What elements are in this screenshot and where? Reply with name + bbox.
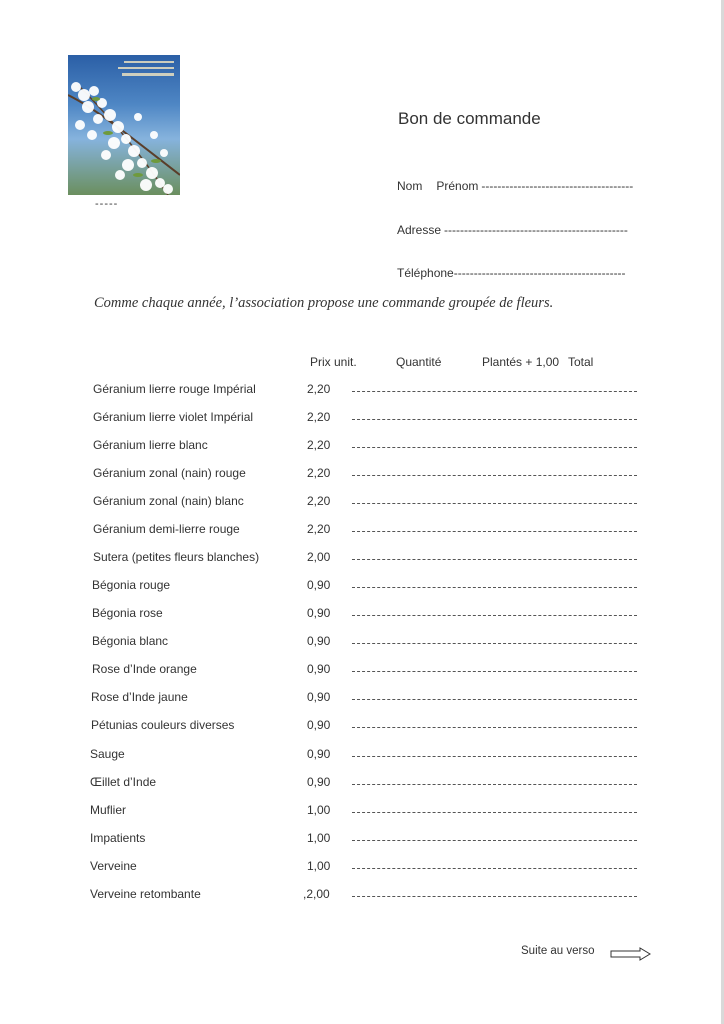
order-entry-line[interactable] bbox=[352, 391, 637, 392]
item-price: 0,90 bbox=[307, 662, 331, 676]
item-price: 2,20 bbox=[307, 382, 331, 396]
order-entry-line[interactable] bbox=[352, 587, 637, 588]
item-price: 2,00 bbox=[307, 550, 331, 564]
order-entry-line[interactable] bbox=[352, 868, 637, 869]
address-field[interactable] bbox=[397, 223, 628, 237]
item-name: Verveine retombante bbox=[90, 887, 201, 901]
prenom-label: Prénom bbox=[436, 179, 479, 193]
column-header-quantite: Quantité bbox=[396, 355, 442, 369]
item-price: 0,90 bbox=[307, 578, 331, 592]
item-price: 0,90 bbox=[307, 718, 331, 732]
table-row bbox=[0, 410, 724, 430]
table-row bbox=[0, 690, 724, 710]
table-row bbox=[0, 522, 724, 542]
item-price: 0,90 bbox=[307, 775, 331, 789]
item-name: Œillet d’Inde bbox=[90, 775, 157, 789]
name-field[interactable] bbox=[397, 179, 633, 193]
order-entry-line[interactable] bbox=[352, 784, 637, 785]
item-name: Impatients bbox=[90, 831, 146, 845]
item-price: 2,20 bbox=[307, 438, 331, 452]
phone-field[interactable] bbox=[397, 266, 626, 280]
logo-image bbox=[68, 55, 180, 195]
table-row bbox=[0, 662, 724, 682]
item-price: 0,90 bbox=[307, 634, 331, 648]
item-price: 1,00 bbox=[307, 831, 331, 845]
order-entry-line[interactable] bbox=[352, 615, 637, 616]
order-entry-line[interactable] bbox=[352, 531, 637, 532]
logo-caption-dashes: ----- bbox=[95, 198, 119, 210]
order-entry-line[interactable] bbox=[352, 812, 637, 813]
order-entry-line[interactable] bbox=[352, 896, 637, 897]
table-row bbox=[0, 550, 724, 570]
intro-text: Comme chaque année, l’association propose une commande groupée de fleurs. bbox=[94, 295, 554, 311]
adresse-dashes: ---------------------------------------------- bbox=[444, 223, 628, 237]
table-row bbox=[0, 578, 724, 598]
table-row bbox=[0, 775, 724, 795]
flower-branch-icon bbox=[68, 55, 180, 195]
order-entry-line[interactable] bbox=[352, 671, 637, 672]
item-price: 2,20 bbox=[307, 466, 331, 480]
table-row bbox=[0, 438, 724, 458]
item-price: 2,20 bbox=[307, 522, 331, 536]
item-name: Verveine bbox=[90, 859, 137, 873]
table-row bbox=[0, 747, 724, 767]
item-price: 2,20 bbox=[307, 410, 331, 424]
item-name: Muflier bbox=[90, 803, 127, 817]
order-entry-line[interactable] bbox=[352, 447, 637, 448]
item-price: 2,20 bbox=[307, 494, 331, 508]
suite-au-verso: Suite au verso bbox=[521, 945, 595, 957]
table-row bbox=[0, 606, 724, 626]
order-entry-line[interactable] bbox=[352, 756, 637, 757]
telephone-label: Téléphone bbox=[397, 266, 454, 280]
column-header-plantes: Plantés + 1,00 bbox=[482, 355, 560, 369]
item-name: Rose d’Inde jaune bbox=[91, 690, 188, 704]
telephone-dashes: ------------------------------------------- bbox=[453, 266, 626, 280]
item-name: Géranium lierre rouge Impérial bbox=[93, 382, 256, 396]
order-entry-line[interactable] bbox=[352, 559, 637, 560]
order-entry-line[interactable] bbox=[352, 503, 637, 504]
item-name: Géranium lierre blanc bbox=[93, 438, 208, 452]
item-name: Géranium demi-lierre rouge bbox=[93, 522, 240, 536]
column-header-total: Total bbox=[568, 355, 594, 369]
item-price: 0,90 bbox=[307, 747, 331, 761]
item-name: Sutera (petites fleurs blanches) bbox=[93, 550, 260, 564]
item-price: 1,00 bbox=[307, 859, 331, 873]
table-row bbox=[0, 466, 724, 486]
table-row bbox=[0, 718, 724, 738]
item-name: Rose d’Inde orange bbox=[92, 662, 197, 676]
table-row bbox=[0, 859, 724, 879]
table-row bbox=[0, 494, 724, 514]
page-title: Bon de commande bbox=[398, 109, 541, 128]
order-entry-line[interactable] bbox=[352, 643, 637, 644]
item-name: Bégonia blanc bbox=[92, 634, 169, 648]
right-arrow-icon bbox=[610, 947, 652, 961]
adresse-label: Adresse bbox=[397, 223, 442, 237]
table-row bbox=[0, 634, 724, 654]
order-entry-line[interactable] bbox=[352, 727, 637, 728]
item-name: Bégonia rouge bbox=[92, 578, 171, 592]
item-price: 1,00 bbox=[307, 803, 331, 817]
order-entry-line[interactable] bbox=[352, 475, 637, 476]
table-row bbox=[0, 831, 724, 851]
item-name: Géranium zonal (nain) blanc bbox=[93, 494, 244, 508]
item-name: Géranium lierre violet Impérial bbox=[93, 410, 254, 424]
item-name: Bégonia rose bbox=[92, 606, 163, 620]
table-row bbox=[0, 382, 724, 402]
item-name: Géranium zonal (nain) rouge bbox=[93, 466, 246, 480]
nom-label: Nom bbox=[397, 179, 423, 193]
item-price: ,2,00 bbox=[303, 887, 330, 901]
order-entry-line[interactable] bbox=[352, 699, 637, 700]
item-price: 0,90 bbox=[307, 690, 331, 704]
order-entry-line[interactable] bbox=[352, 840, 637, 841]
table-row bbox=[0, 803, 724, 823]
order-entry-line[interactable] bbox=[352, 419, 637, 420]
prenom-dashes: -------------------------------------- bbox=[481, 179, 634, 193]
table-row bbox=[0, 887, 724, 907]
item-price: 0,90 bbox=[307, 606, 331, 620]
item-name: Pétunias couleurs diverses bbox=[91, 718, 235, 732]
column-header-prix: Prix unit. bbox=[310, 355, 357, 369]
item-name: Sauge bbox=[90, 747, 125, 761]
